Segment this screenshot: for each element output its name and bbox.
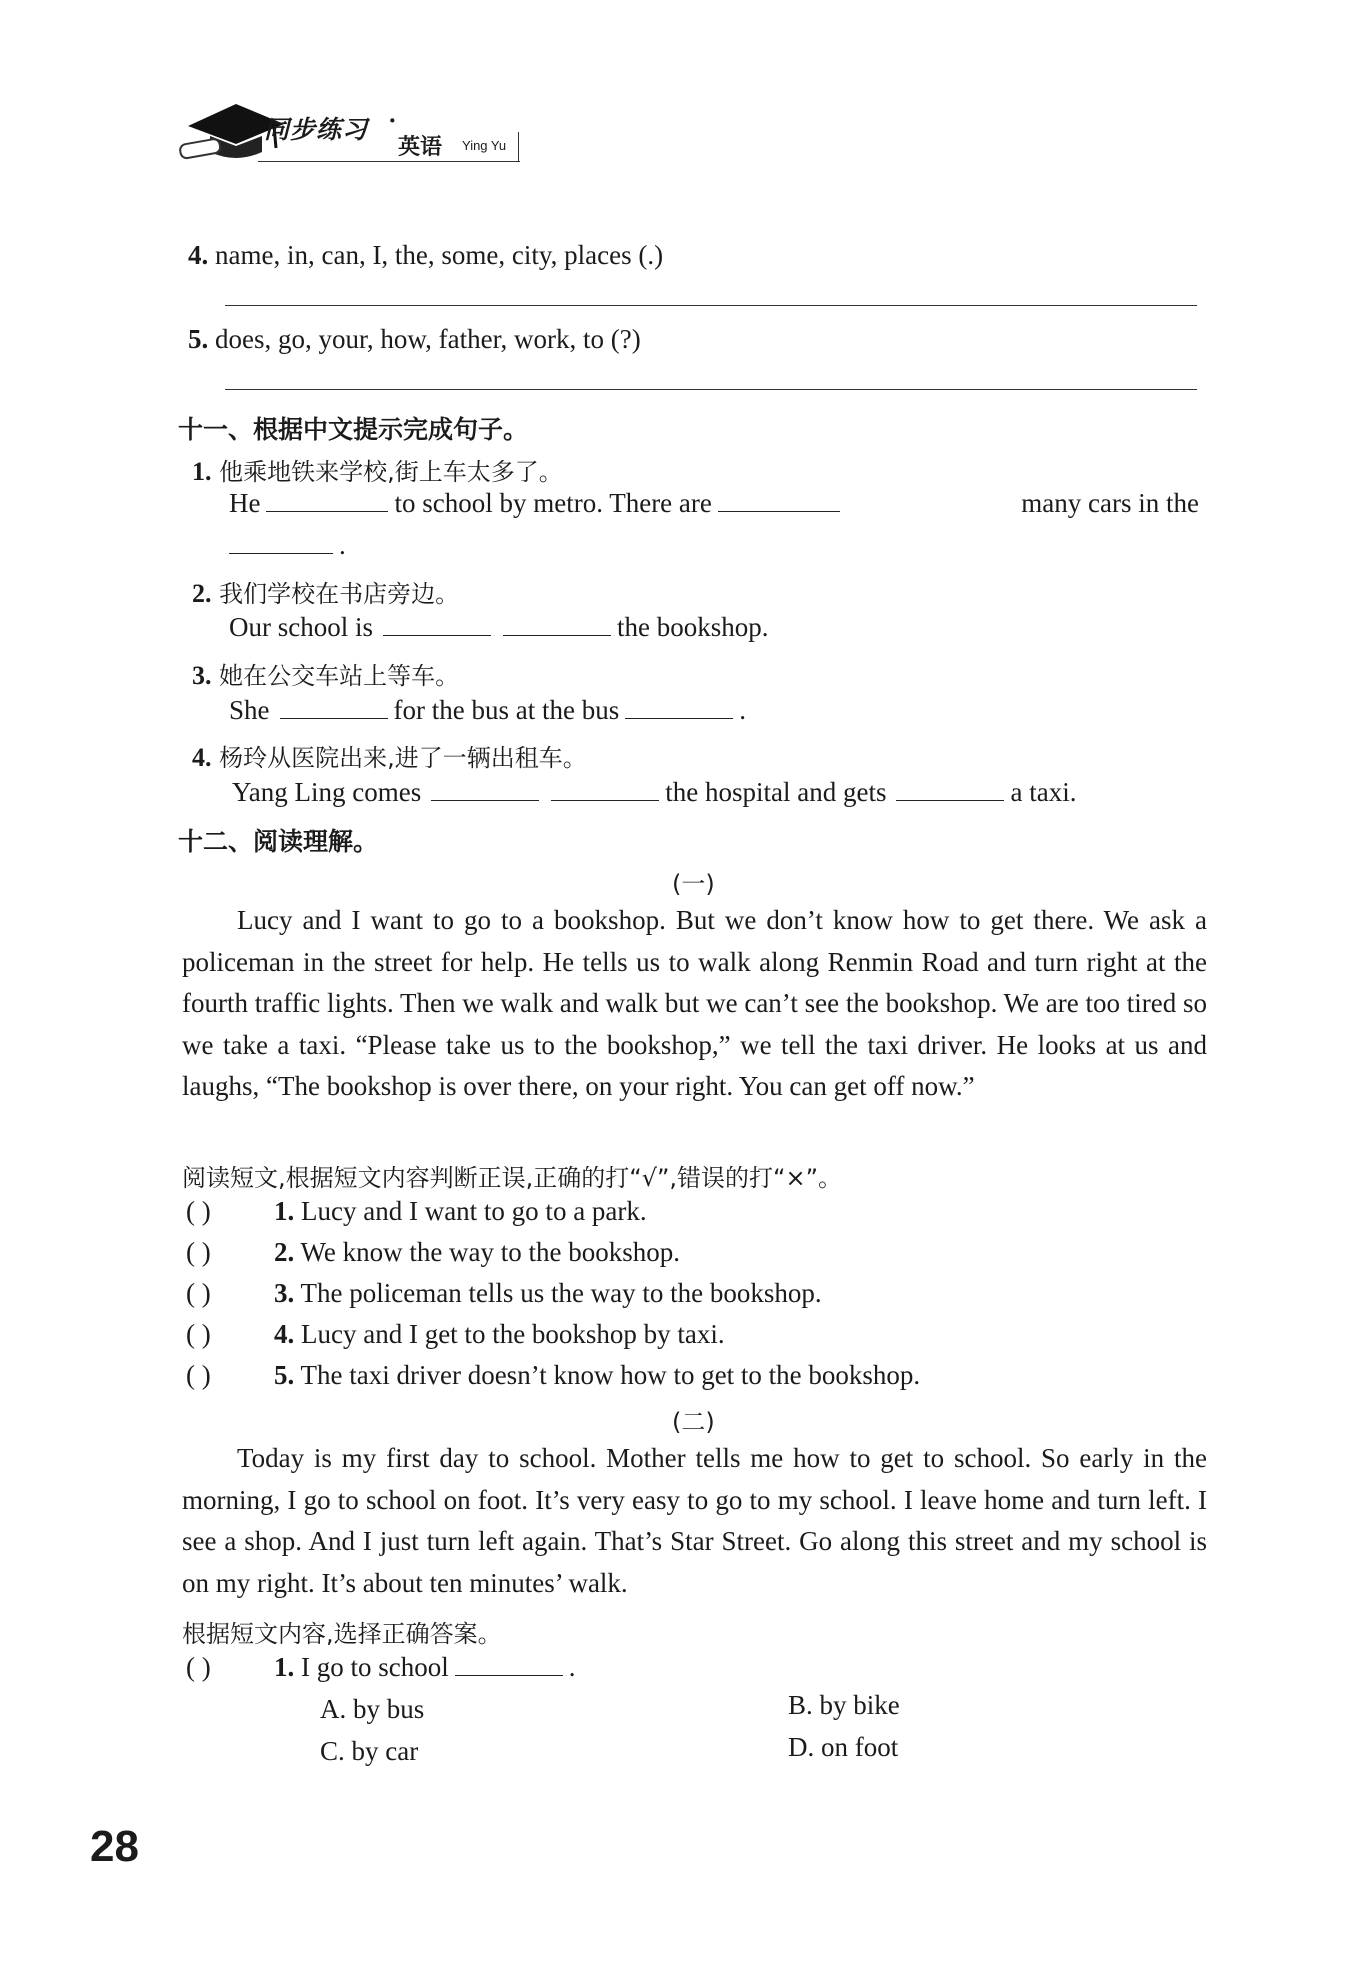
- option-d[interactable]: D. on foot: [788, 1732, 899, 1762]
- tf-question-4: ( ) 4. Lucy and I get to the bookshop by taxi.: [186, 1319, 725, 1349]
- s11-q4-zh: 4. 杨玲从医院出来,进了一辆出租车。: [192, 743, 587, 772]
- q10-item-4: 4. name, in, can, I, the, some, city, places (.): [188, 240, 664, 270]
- answer-line-5: [225, 389, 1197, 390]
- blank[interactable]: [503, 613, 611, 636]
- series-title: 同步练习: [264, 115, 369, 144]
- blank[interactable]: [229, 531, 333, 554]
- s11-q1-zh: 1. 他乘地铁来学校,街上车太多了。: [192, 457, 563, 486]
- option-b[interactable]: B. by bike: [788, 1690, 900, 1720]
- option-c[interactable]: C. by car: [320, 1736, 419, 1766]
- s11-q3-zh: 3. 她在公交车站上等车。: [192, 661, 460, 690]
- s11-q3-en: She for the bus at the bus .: [229, 695, 746, 725]
- part-1-label: (一): [672, 870, 715, 898]
- blank[interactable]: [896, 778, 1004, 801]
- passage-1: Lucy and I want to go to a bookshop. But we don’t know how to get there. We ask a policeman in the street for help. He tells us to walk along Renmin Road and turn right at the fourth traffic lights. Then we walk and walk but we can’t see the bookshop. We are too tired so we take a taxi. “Please take us to the bookshop,” we tell the taxi driver. He looks at us and laughs, “The bookshop is over there, on your right. You can get off now.”: [182, 905, 1207, 1101]
- blank[interactable]: [718, 489, 840, 512]
- part-1-instruction: 阅读短文,根据短文内容判断正误,正确的打“√”,错误的打“×”。: [182, 1164, 843, 1192]
- page-number: 28: [90, 1822, 139, 1871]
- s11-q4-en: Yang Ling comes the hospital and gets a taxi.: [232, 777, 1077, 807]
- s11-q1-en-cont: .: [229, 530, 346, 561]
- part-2-label: (二): [672, 1408, 715, 1436]
- tf-question-2: ( ) 2. We know the way to the bookshop.: [186, 1237, 681, 1267]
- tf-question-1: ( ) 1. Lucy and I want to go to a park.: [186, 1196, 647, 1226]
- subject-title: 英语: [398, 135, 443, 160]
- header-underline: [258, 161, 520, 162]
- s11-q1-en: He to school by metro. There are many cars in the: [229, 488, 1199, 518]
- blank[interactable]: [431, 778, 539, 801]
- blank[interactable]: [266, 489, 388, 512]
- section-11-title: 十一、根据中文提示完成句子。: [178, 415, 529, 444]
- blank[interactable]: [455, 1653, 563, 1676]
- answer-line-4: [225, 305, 1197, 306]
- blank[interactable]: [280, 696, 388, 719]
- option-a[interactable]: A. by bus: [320, 1694, 425, 1724]
- tf-question-5: ( ) 5. The taxi driver doesn’t know how to get to the bookshop.: [186, 1360, 921, 1390]
- mc-question-1: ( ) 1. I go to school .: [186, 1652, 576, 1682]
- blank[interactable]: [551, 778, 659, 801]
- header-bracket: [518, 132, 519, 162]
- s11-q2-zh: 2. 我们学校在书店旁边。: [192, 579, 460, 608]
- q10-item-5: 5. does, go, your, how, father, work, to (?): [188, 324, 641, 354]
- blank[interactable]: [625, 696, 733, 719]
- header-dot: ·: [388, 106, 397, 135]
- s11-q2-en: Our school is the bookshop.: [229, 612, 769, 642]
- part-2-instruction: 根据短文内容,选择正确答案。: [182, 1620, 502, 1648]
- blank[interactable]: [383, 613, 491, 636]
- tf-question-3: ( ) 3. The policeman tells us the way to the bookshop.: [186, 1278, 822, 1308]
- section-12-title: 十二、阅读理解。: [178, 827, 379, 856]
- passage-2: Today is my first day to school. Mother tells me how to get to school. So early in the morning, I go to school on foot. It’s very easy to go to my school. I leave home and turn left. I see a shop. And I just turn left again. That’s Star Street. Go along this street and my school is on my right. It’s about ten minutes’ walk.: [182, 1443, 1207, 1598]
- subject-pinyin: Ying Yu: [462, 138, 507, 153]
